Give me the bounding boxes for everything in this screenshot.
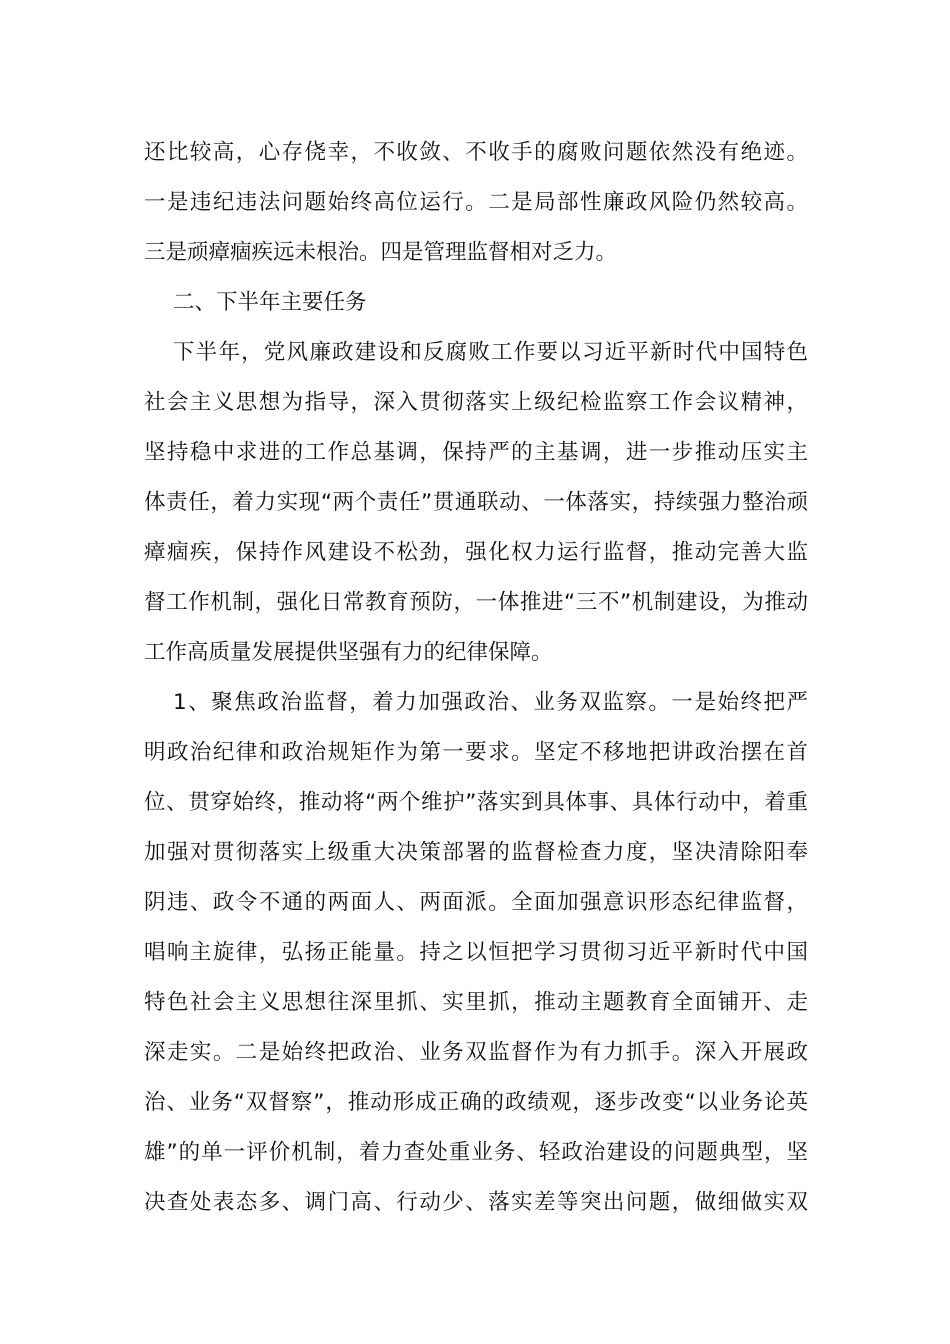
text-line: 阴违、政令不通的两面人、两面派。全面加强意识形态纪律监督，	[144, 890, 808, 915]
text-line: 下半年，党风廉政建设和反腐败工作要以习近平新时代中国特色	[173, 340, 808, 365]
text-line: 加强对贯彻落实上级重大决策部署的监督检查力度，坚决清除阳奉	[144, 840, 808, 865]
text-line: 督工作机制，强化日常教育预防，一体推进“三不”机制建设，为推动	[144, 590, 808, 615]
text-line: 唱响主旋律，弘扬正能量。持之以恒把学习贯彻习近平新时代中国	[144, 940, 808, 965]
text-line: 特色社会主义思想往深里抓、实里抓，推动主题教育全面铺开、走	[144, 990, 808, 1015]
text-line: 一是违纪违法问题始终高位运行。二是局部性廉政风险仍然较高。	[144, 190, 808, 215]
text-line: 工作高质量发展提供坚强有力的纪律保障。	[144, 640, 553, 665]
text-line: 瘴痼疾，保持作风建设不松劲，强化权力运行监督，推动完善大监	[144, 540, 808, 565]
text-line: 还比较高，心存侥幸，不收敛、不收手的腐败问题依然没有绝迹。	[144, 140, 808, 165]
text-line: 雄”的单一评价机制，着力查处重业务、轻政治建设的问题典型，坚	[144, 1140, 808, 1165]
text-line: 决查处表态多、调门高、行动少、落实差等突出问题，做细做实双	[144, 1190, 808, 1215]
text-line: 社会主义思想为指导，深入贯彻落实上级纪检监察工作会议精神，	[144, 390, 808, 415]
text-line: 体责任，着力实现“两个责任”贯通联动、一体落实，持续强力整治顽	[144, 490, 808, 515]
text-line: 明政治纪律和政治规矩作为第一要求。坚定不移地把讲政治摆在首	[144, 740, 808, 765]
text-line: 治、业务“双督察”，推动形成正确的政绩观，逐步改变“以业务论英	[144, 1090, 808, 1115]
document-page	[144, 128, 808, 1228]
text-line: 三是顽瘴痼疾远未根治。四是管理监督相对乏力。	[144, 240, 618, 265]
text-line: 二、下半年主要任务	[173, 290, 367, 315]
text-line: 位、贯穿始终，推动将“两个维护”落实到具体事、具体行动中，着重	[144, 790, 808, 815]
text-line: 深走实。二是始终把政治、业务双监督作为有力抓手。深入开展政	[144, 1040, 808, 1065]
text-line: 1、聚焦政治监督，着力加强政治、业务双监察。一是始终把严	[173, 690, 808, 715]
text-line: 坚持稳中求进的工作总基调，保持严的主基调，进一步推动压实主	[144, 440, 808, 465]
